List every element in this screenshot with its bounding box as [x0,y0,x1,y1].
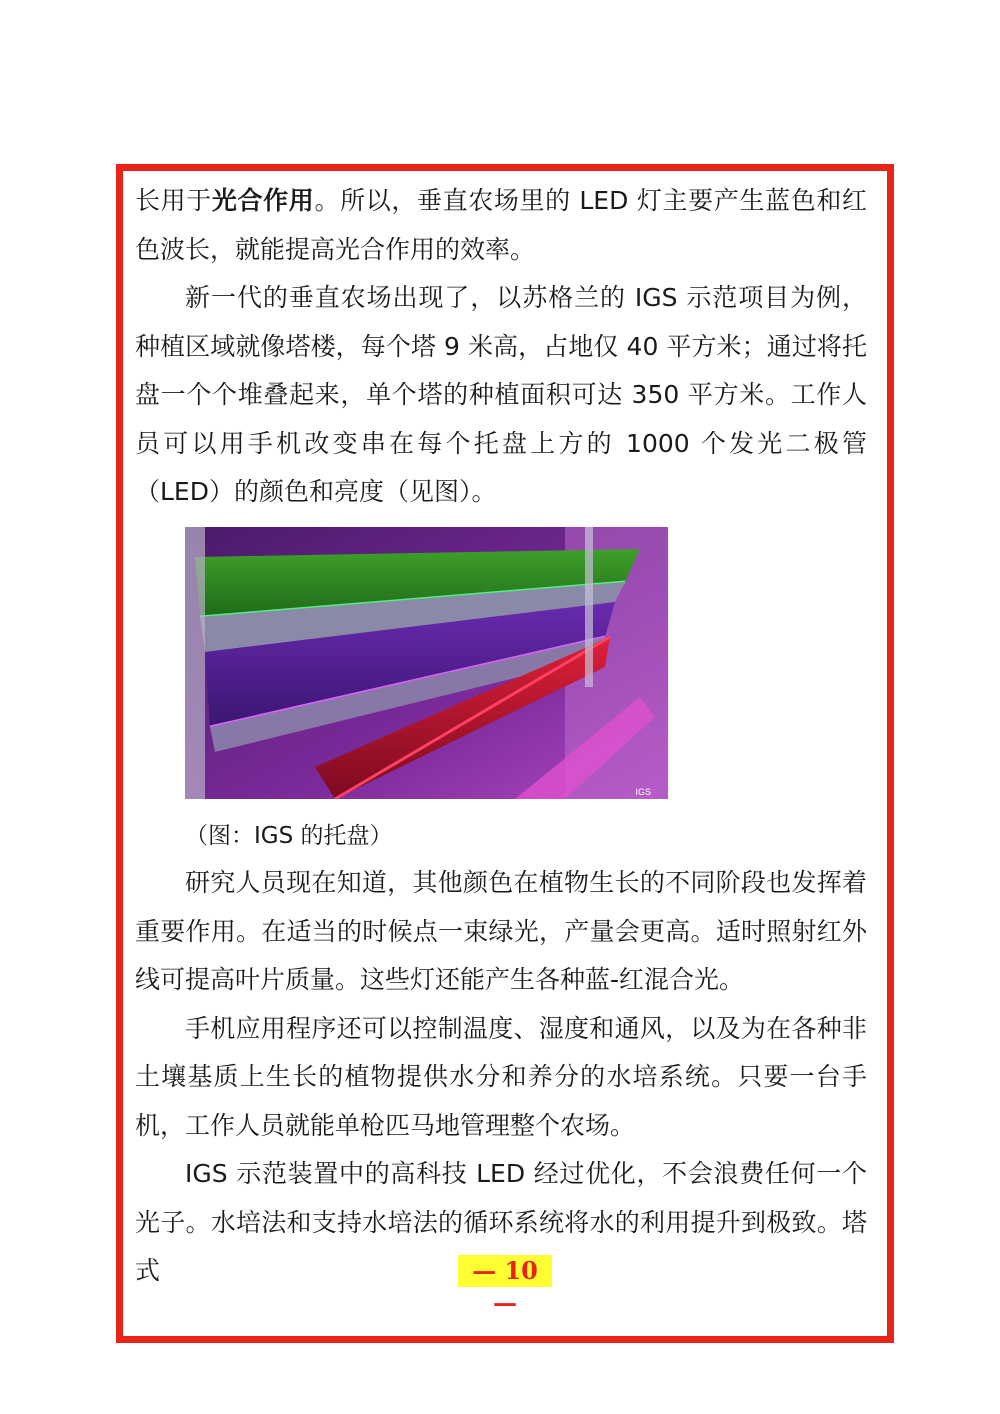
paragraph-4: 手机应用程序还可以控制温度、湿度和通风，以及为在各种非土壤基质上生长的植物提供水分和养分的水培系统。只要一台手机，工作人员就能单枪匹马地管理整个农场。 [135,1013,867,1140]
paragraph-2: 新一代的垂直农场出现了，以苏格兰的 IGS 示范项目为例，种植区域就像塔楼，每个塔 9 米高，占地仅 40 平方米；通过将托盘一个个堆叠起来，单个塔的种植面积可达 350 平方米。工作人员可以用手机改变串在每个托盘上方的 1000 个发光二极管（LED）的颜色和亮度（见图）。 [135,283,867,506]
figure-caption: （图：IGS 的托盘） [185,823,393,849]
paragraph-1-prefix: 长用于 [135,186,212,215]
text-block-bottom [135,859,867,1296]
paragraph-3: 研究人员现在知道，其他颜色在植物生长的不同阶段也发挥着重要作用。在适当的时候点一束绿光，产量会更高。适时照射红外线可提高叶片质量。这些灯还能产生各种蓝-红混合光。 [135,868,867,994]
photo-watermark: IGS [635,787,651,797]
paragraph-5: IGS 示范装置中的高科技 LED 经过优化，不会浪费任何一个光子。水培法和支持水培法的循环系统将水的利用提升到极致。塔式 [135,1159,867,1285]
text-block-top [135,177,867,517]
paragraph-1 [135,177,867,274]
paragraph-1-bold-term: 光合作用 [211,186,315,215]
vertical-farm-photo [185,527,668,799]
paragraph-1-suffix: 。所以，垂直农场里的 LED 灯主要产生蓝色和红色波长，就能提高光合作用的效率。 [135,186,867,264]
vertical-farm-illustration [185,527,668,799]
page-number: — 10 — [458,1255,552,1287]
